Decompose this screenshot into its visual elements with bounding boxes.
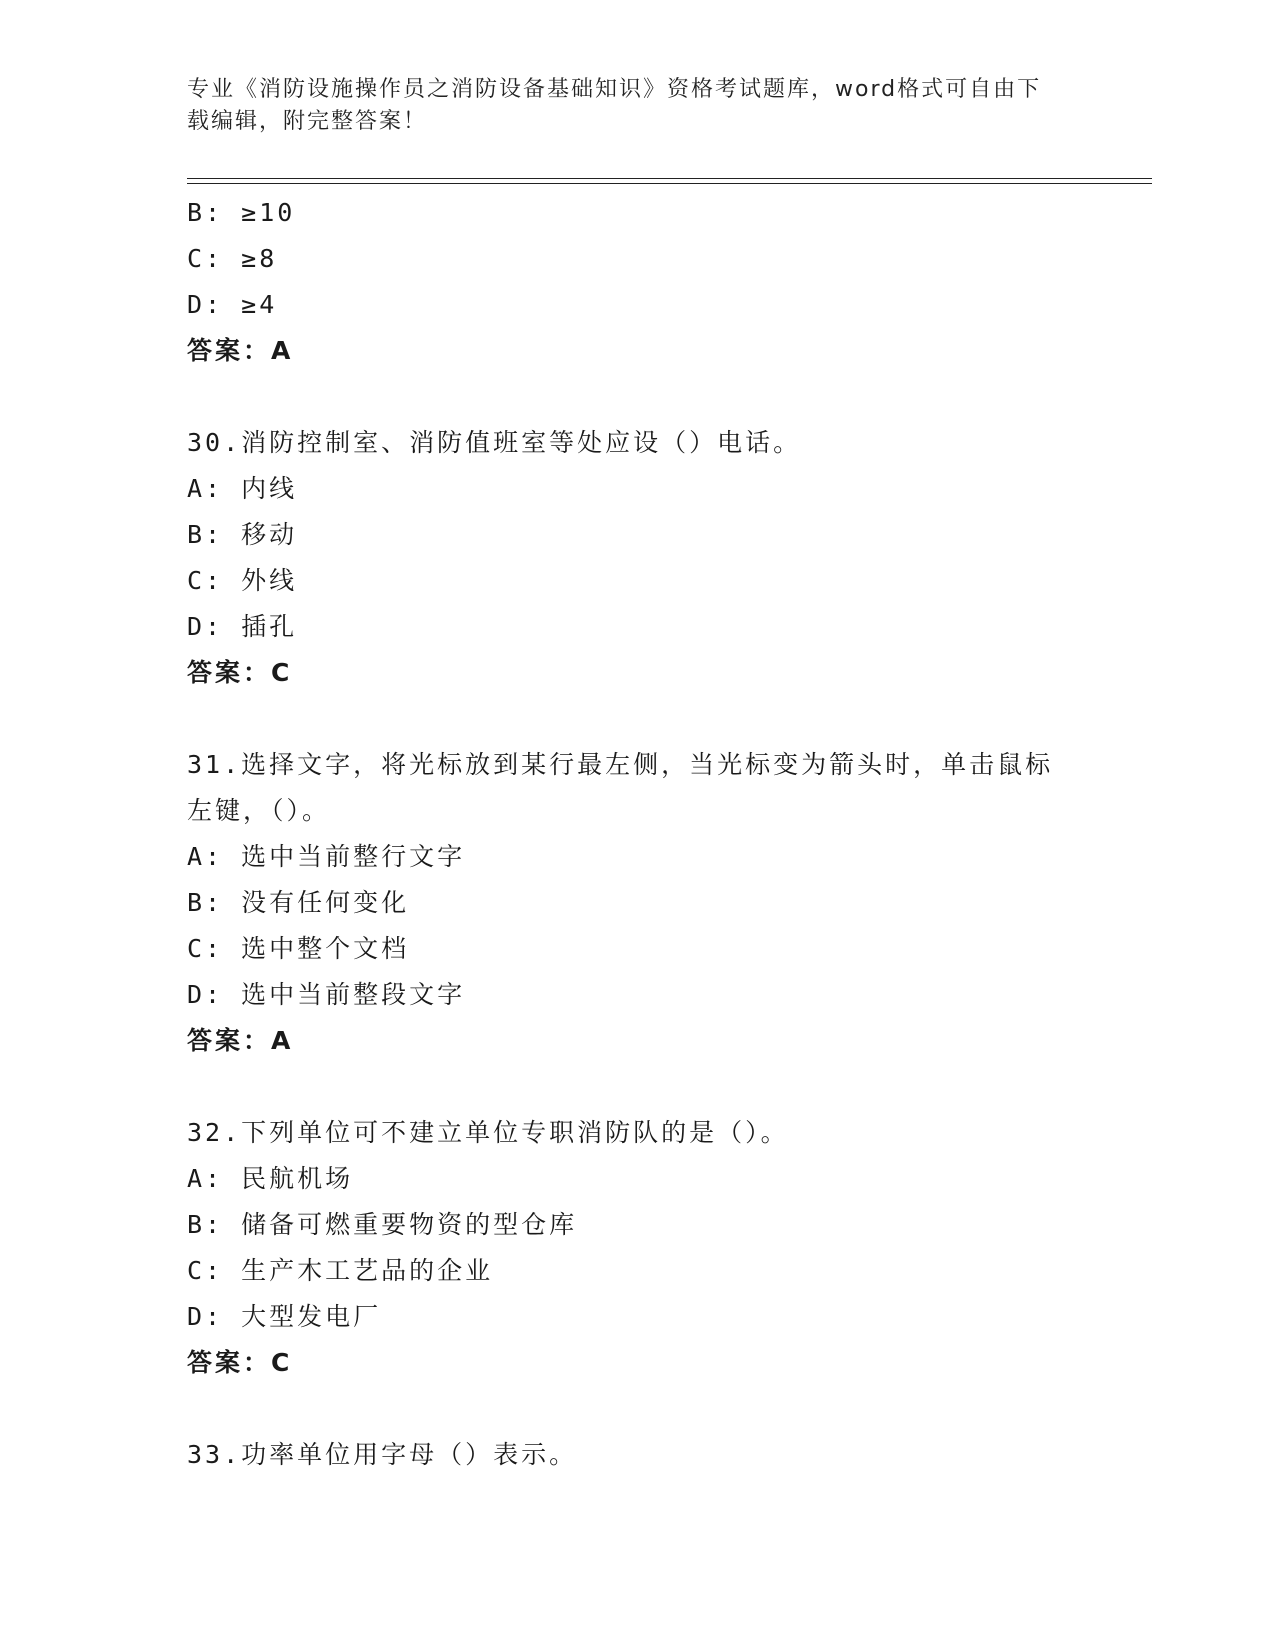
option-d: D: 大型发电厂 xyxy=(187,1302,382,1331)
question-29-continued xyxy=(187,190,1087,374)
question-stem: 33.功率单位用字母（）表示。 xyxy=(187,1440,578,1469)
answer: 答案：A xyxy=(187,336,294,365)
option-a: A: 选中当前整行文字 xyxy=(187,842,466,871)
answer: 答案：A xyxy=(187,1026,294,1055)
page-header xyxy=(187,74,1067,138)
option-a: A: 民航机场 xyxy=(187,1164,354,1193)
option-b: B: 储备可燃重要物资的型仓库 xyxy=(187,1210,578,1239)
option-c: C: ≥8 xyxy=(187,244,278,273)
header-line-2: 载编辑，附完整答案！ xyxy=(187,109,428,134)
option-d: D: 插孔 xyxy=(187,612,298,641)
option-b: B: ≥10 xyxy=(187,198,296,227)
option-c: C: 选中整个文档 xyxy=(187,934,410,963)
option-d: D: ≥4 xyxy=(187,290,278,319)
option-b: B: 没有任何变化 xyxy=(187,888,410,917)
answer: 答案：C xyxy=(187,658,293,687)
option-a: A: 内线 xyxy=(187,474,298,503)
question-32 xyxy=(187,1110,1087,1386)
question-stem: 30.消防控制室、消防值班室等处应设（）电话。 xyxy=(187,428,802,457)
question-31 xyxy=(187,742,1087,1064)
option-c: C: 外线 xyxy=(187,566,298,595)
question-list xyxy=(187,190,1087,1478)
question-stem: 31.选择文字，将光标放到某行最左侧，当光标变为箭头时，单击鼠标 xyxy=(187,750,1054,779)
header-rule-top xyxy=(187,178,1152,179)
option-b: B: 移动 xyxy=(187,520,298,549)
question-30 xyxy=(187,420,1087,696)
question-33 xyxy=(187,1432,1087,1478)
header-rule-bottom xyxy=(187,183,1152,184)
question-stem: 32.下列单位可不建立单位专职消防队的是（）。 xyxy=(187,1118,789,1147)
option-c: C: 生产木工艺品的企业 xyxy=(187,1256,494,1285)
option-d: D: 选中当前整段文字 xyxy=(187,980,466,1009)
header-line-1: 专业《消防设施操作员之消防设备基础知识》资格考试题库，word格式可自由下 xyxy=(187,77,1042,102)
answer: 答案：C xyxy=(187,1348,293,1377)
question-stem-continued: 左键，（）。 xyxy=(187,796,331,825)
